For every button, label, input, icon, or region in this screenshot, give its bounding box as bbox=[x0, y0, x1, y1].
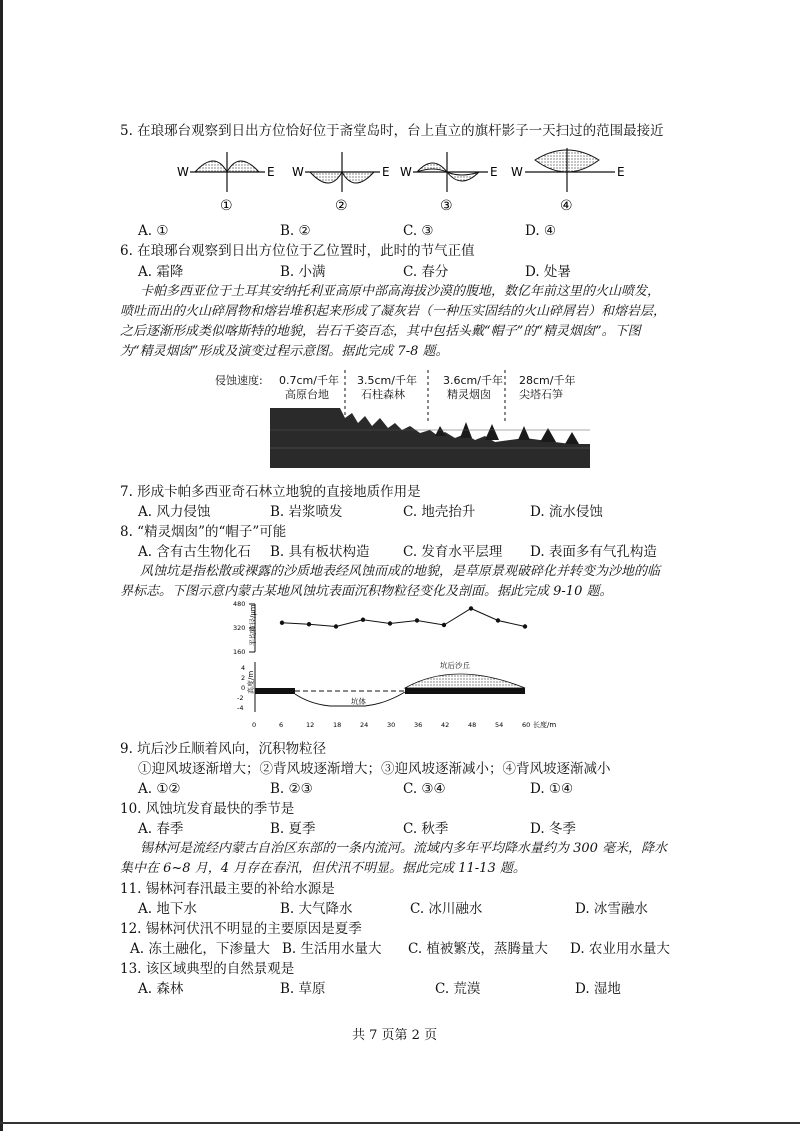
fig78-landscape bbox=[270, 368, 595, 473]
q11-option-a[interactable]: A. 地下水 bbox=[138, 901, 197, 917]
q6-stem: 6. 在琅琊台观察到日出方位位于乙位置时，此时的节气正值 bbox=[120, 243, 475, 259]
q11-stem: 11. 锡林河春汛最主要的补给水源是 bbox=[120, 881, 335, 897]
q5-fig1-e: E bbox=[267, 165, 275, 179]
profile-ytick-m4: -4 bbox=[237, 704, 244, 712]
q11-option-b[interactable]: B. 大气降水 bbox=[280, 901, 353, 917]
q5-stem: 5. 在琅琊台观察到日出方位恰好位于斋堂岛时，台上直立的旗杆影子一天扫过的范围最接近 bbox=[120, 123, 664, 139]
q12-option-b[interactable]: B. 生活用水量大 bbox=[282, 941, 382, 957]
q11-option-c[interactable]: C. 冰川融水 bbox=[410, 901, 483, 917]
q9-option-d[interactable]: D. ①④ bbox=[530, 781, 574, 797]
intro1113-line1: 锡林河是流经内蒙古自治区东部的一条内流河。流域内多年平均降水量约为 300 毫米，降水 bbox=[140, 841, 668, 856]
grain-ytick-160: 160 bbox=[233, 648, 246, 656]
profile-xtick-12: 12 bbox=[306, 721, 315, 729]
profile-dune bbox=[405, 674, 525, 688]
profile-xtick-30: 30 bbox=[387, 721, 396, 729]
profile-xlabel: 长度/m bbox=[533, 721, 557, 729]
intro78-line1: 卡帕多西亚位于土耳其安纳托利亚高原中部高海拔沙漠的腹地，数亿年前这里的火山喷发， bbox=[140, 284, 661, 299]
profile-xtick-42: 42 bbox=[441, 721, 450, 729]
profile-xtick-0: 0 bbox=[252, 721, 257, 729]
q7-option-b[interactable]: B. 岩浆喷发 bbox=[270, 504, 343, 520]
profile-xtick-48: 48 bbox=[468, 721, 477, 729]
profile-ylabel: 高度/m bbox=[247, 670, 255, 694]
profile-xtick-54: 54 bbox=[495, 721, 504, 729]
q13-option-d[interactable]: D. 湿地 bbox=[575, 981, 621, 997]
q10-stem: 10. 风蚀坑发育最快的季节是 bbox=[120, 801, 295, 817]
q5-figure bbox=[175, 140, 635, 220]
intro910-line1: 风蚀坑是指松散或裸露的沙质地表经风蚀而成的地貌，是草原景观破碎化并转变为沙地的临 bbox=[140, 564, 661, 579]
q5-fig2-w: W bbox=[292, 165, 304, 179]
q5-fig3-e: E bbox=[490, 165, 498, 179]
fig78-stage4-rate: 28cm/千年 bbox=[519, 374, 576, 387]
q11-option-d[interactable]: D. 冰雪融水 bbox=[575, 901, 648, 917]
q5-option-b[interactable]: B. ② bbox=[280, 223, 311, 239]
grain-point-48 bbox=[469, 606, 473, 610]
scan-edge-bottom bbox=[0, 1122, 800, 1124]
q9-choices: ①迎风坡逐渐增大；②背风坡逐渐增大；③迎风坡逐渐减小；④背风坡逐渐减小 bbox=[138, 761, 611, 777]
fig78-stage2-rate: 3.5cm/千年 bbox=[357, 374, 417, 387]
grain-ytick-480: 480 bbox=[233, 600, 246, 608]
q12-stem: 12. 锡林河伏汛不明显的主要原因是夏季 bbox=[120, 921, 362, 937]
profile-xtick-36: 36 bbox=[414, 721, 423, 729]
q10-option-c[interactable]: C. 秋季 bbox=[403, 821, 449, 837]
profile-xtick-18: 18 bbox=[333, 721, 342, 729]
intro78-line4: 为“精灵烟囱”形成及演变过程示意图。据此完成 7-8 题。 bbox=[120, 344, 449, 359]
fig78-stage3-name: 精灵烟囱 bbox=[447, 388, 491, 401]
grain-point-18 bbox=[334, 624, 338, 628]
q8-option-a[interactable]: A. 含有古生物化石 bbox=[138, 544, 251, 560]
profile-ground-left bbox=[255, 688, 295, 694]
fig78-rate-label: 侵蚀速度: bbox=[215, 374, 263, 387]
profile-xtick-60: 60 bbox=[522, 721, 531, 729]
profile-dune-label: 坑后沙丘 bbox=[440, 661, 470, 670]
q9-option-b[interactable]: B. ②③ bbox=[270, 781, 313, 797]
profile-ytick-2: 2 bbox=[241, 674, 246, 682]
q9-stem: 9. 坑后沙丘顺着风向，沉积物粒径 bbox=[120, 741, 327, 757]
q6-option-b[interactable]: B. 小满 bbox=[280, 264, 326, 280]
grain-point-54 bbox=[496, 618, 500, 622]
grain-point-36 bbox=[415, 618, 419, 622]
q8-option-d[interactable]: D. 表面多有气孔构造 bbox=[530, 544, 657, 560]
q5-fig-1 bbox=[177, 152, 275, 214]
profile-pit bbox=[295, 692, 405, 706]
q8-stem: 8. “精灵烟囱”的“帽子”可能 bbox=[120, 524, 287, 540]
scan-edge-left bbox=[0, 0, 3, 1131]
grain-point-60 bbox=[523, 624, 527, 628]
q12-option-a[interactable]: A. 冻土融化，下渗量大 bbox=[130, 941, 270, 957]
q5-fig2-e: E bbox=[382, 165, 390, 179]
q10-option-b[interactable]: B. 夏季 bbox=[270, 821, 316, 837]
profile-ytick-4: 4 bbox=[241, 664, 246, 672]
intro910-line2: 界标志。下图示意内蒙古某地风蚀坑表面沉积物粒径变化及剖面。据此完成 9-10 题。 bbox=[120, 584, 613, 599]
q5-fig3-w: W bbox=[400, 165, 412, 179]
q7-option-d[interactable]: D. 流水侵蚀 bbox=[530, 504, 603, 520]
q6-option-a[interactable]: A. 霜降 bbox=[138, 264, 184, 280]
q5-fig-4 bbox=[511, 148, 625, 214]
q5-fig2-label: ② bbox=[335, 198, 348, 214]
fig78-stage4-name: 尖塔石笋 bbox=[519, 388, 563, 401]
page-footer: 共 7 页第 2 页 bbox=[352, 1028, 438, 1043]
profile-xtick-24: 24 bbox=[360, 721, 369, 729]
q8-option-b[interactable]: B. 具有板状构造 bbox=[270, 544, 370, 560]
q13-option-c[interactable]: C. 荒漠 bbox=[435, 981, 481, 997]
q5-option-a[interactable]: A. ① bbox=[138, 223, 169, 239]
q8-option-c[interactable]: C. 发育水平层理 bbox=[403, 544, 503, 560]
q5-fig-3 bbox=[400, 152, 498, 214]
q5-fig4-label: ④ bbox=[560, 198, 573, 214]
q13-option-b[interactable]: B. 草原 bbox=[280, 981, 326, 997]
grain-point-12 bbox=[307, 622, 311, 626]
q10-option-d[interactable]: D. 冬季 bbox=[530, 821, 576, 837]
q12-option-d[interactable]: D. 农业用水量大 bbox=[570, 941, 670, 957]
grain-point-42 bbox=[442, 623, 446, 627]
intro1113-line2: 集中在 6~8 月，4 月存在春汛，但伏汛不明显。据此完成 11-13 题。 bbox=[120, 861, 526, 876]
q5-fig1-label: ① bbox=[220, 198, 233, 214]
fig78-stage3-rate: 3.6cm/千年 bbox=[443, 374, 503, 387]
intro78-line3: 之后逐渐形成类似喀斯特的地貌，岩石千姿百态，其中包括头戴“帽子”的“精灵烟囱”。下图 bbox=[120, 324, 641, 339]
q12-option-c[interactable]: C. 植被繁茂，蒸腾量大 bbox=[408, 941, 548, 957]
q5-fig-2 bbox=[292, 152, 390, 214]
grain-point-6 bbox=[280, 621, 284, 625]
q6-option-d[interactable]: D. 处暑 bbox=[525, 264, 571, 280]
q5-fig4-e: E bbox=[617, 165, 625, 179]
q9-option-c[interactable]: C. ③④ bbox=[403, 781, 446, 797]
grain-ytick-320: 320 bbox=[233, 624, 246, 632]
grain-point-30 bbox=[388, 621, 392, 625]
q6-option-c[interactable]: C. 春分 bbox=[403, 264, 449, 280]
q7-stem: 7. 形成卡帕多西亚奇石林立地貌的直接地质作用是 bbox=[120, 484, 421, 500]
q5-fig4-w: W bbox=[511, 165, 523, 179]
profile-ytick-0: 0 bbox=[241, 684, 246, 692]
grain-point-24 bbox=[361, 618, 365, 622]
grain-size-chart bbox=[235, 600, 575, 730]
q13-stem: 13. 该区域典型的自然景观是 bbox=[120, 961, 295, 977]
q5-fig3-label: ③ bbox=[440, 198, 453, 214]
fig78 bbox=[215, 368, 595, 473]
profile-pit-label: 坑体 bbox=[351, 697, 366, 706]
q13-option-a[interactable]: A. 森林 bbox=[138, 981, 184, 997]
q5-option-d[interactable]: D. ④ bbox=[525, 223, 557, 239]
q10-option-a[interactable]: A. 春季 bbox=[138, 821, 184, 837]
profile-xtick-6: 6 bbox=[279, 721, 284, 729]
q7-option-c[interactable]: C. 地壳抬升 bbox=[403, 504, 476, 520]
profile-ytick-m2: -2 bbox=[237, 694, 244, 702]
fig78-stage1-name: 高原台地 bbox=[285, 388, 329, 401]
q9-option-a[interactable]: A. ①② bbox=[138, 781, 181, 797]
q5-option-c[interactable]: C. ③ bbox=[403, 223, 434, 239]
q7-option-a[interactable]: A. 风力侵蚀 bbox=[138, 504, 211, 520]
q5-fig1-w: W bbox=[177, 165, 189, 179]
fig78-stage1-rate: 0.7cm/千年 bbox=[279, 374, 339, 387]
intro78-line2: 喷吐而出的火山碎屑物和熔岩堆积起来形成了凝灰岩（一种压实固结的火山碎屑岩）和熔岩层， bbox=[120, 304, 667, 319]
grain-series-line bbox=[282, 609, 525, 627]
grain-ylabel: 平均粒径/μm bbox=[249, 604, 257, 646]
fig78-stage2-name: 石柱森林 bbox=[361, 388, 405, 401]
